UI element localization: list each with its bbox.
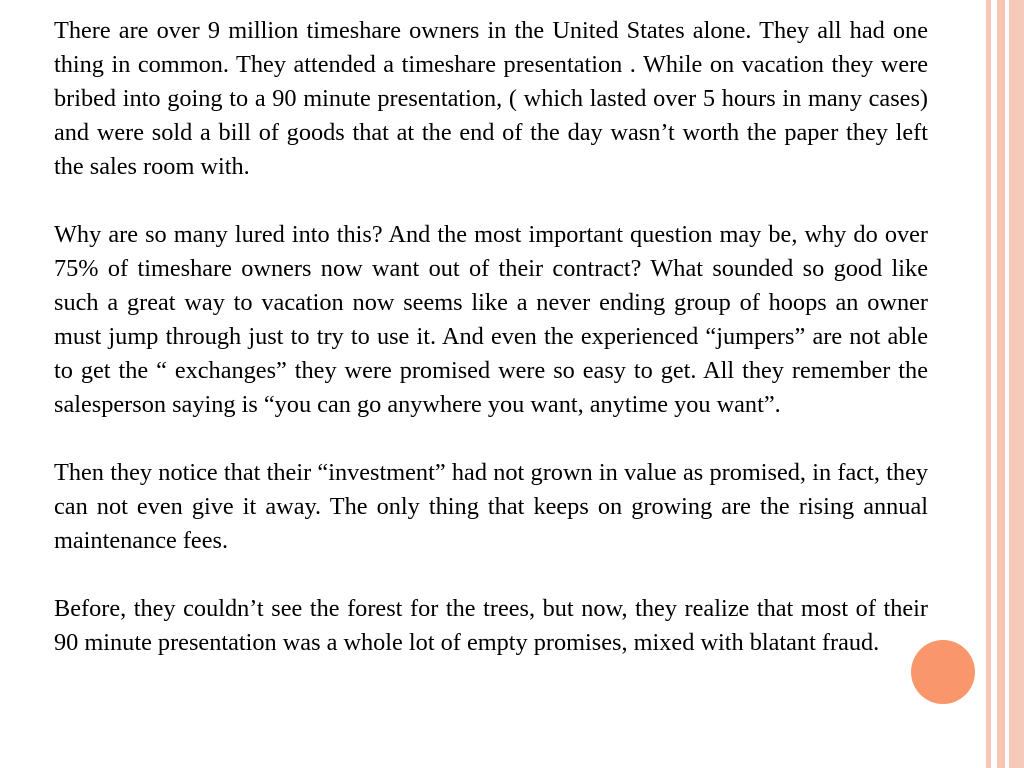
decorative-stripe <box>1009 0 1024 768</box>
slide-body-text <box>54 14 928 660</box>
decorative-circle <box>911 640 975 704</box>
decorative-stripe <box>997 0 1005 768</box>
paragraph-1: There are over 9 million timeshare owners in the United States alone. They all had one thing in common. They attended a timeshare presentation . While on vacation they were bribed into going to a 90 minute presentation, ( which lasted over 5 hours in many cases) and were sold a bill of goods that at the end of the day wasn’t worth the paper they left the sales room with. <box>54 17 928 180</box>
paragraph-4: Before, they couldn’t see the forest for the trees, but now, they realize that most of their 90 minute presentation was a whole lot of empty promises, mixed with blatant fraud. <box>54 595 928 656</box>
paragraph-3: Then they notice that their “investment” had not grown in value as promised, in fact, they can not even give it away. The only thing that keeps on growing are the rising annual maintenance fees. <box>54 459 928 554</box>
paragraph-2: Why are so many lured into this? And the most important question may be, why do over 75% of timeshare owners now want out of their contract? What sounded so good like such a great way to vacation now seems like a never ending group of hoops an owner must jump through just to try to use it. And even the experienced “jumpers” are not able to get the “ exchanges” they were promised were so easy to get. All they remember the salesperson saying is “you can go anywhere you want, anytime you want”. <box>54 221 928 418</box>
